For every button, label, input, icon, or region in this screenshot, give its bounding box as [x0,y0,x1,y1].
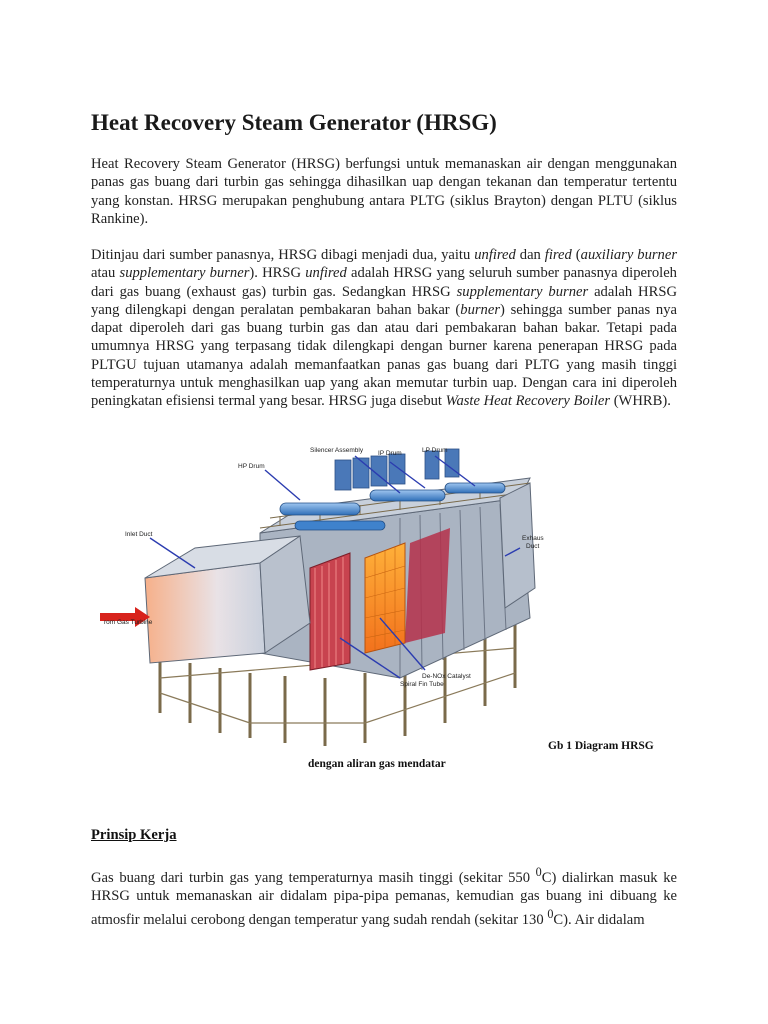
term-whrb: Waste Heat Recovery Boiler [445,393,611,410]
page-title: Heat Recovery Steam Generator (HRSG) [91,110,497,135]
section-title-prinsip-kerja: Prinsip Kerja [91,827,177,843]
label-exhaust-duct-line2: Duct [526,543,540,550]
paragraph-types [91,246,677,411]
label-from-gas-turbine: rom Gas Turbine [104,619,153,626]
figure-caption-line1: Gb 1 Diagram HRSG [548,740,654,752]
text-run: ). HRSG [249,265,306,282]
term-auxiliary-burner: auxiliary burner [580,247,677,263]
degree-superscript: 0 [547,907,554,922]
paragraph-intro: Heat Recovery Steam Generator (HRSG) berfungsi untuk memanaskan air dengan menggunakan panas gas buang dari turbin gas sehingga dihasilkan uap dengan tekanan dan temperatur tertentu yang konstan. HRSG merupakan penghubung antara PLTG (siklus Brayton) dengan PLTU (siklus Rankine). [91,156,677,227]
degree-superscript: 0 [535,865,542,879]
text-run: ( [571,247,581,263]
term-unfired: unfired [474,247,516,263]
paragraph-principle [91,863,677,930]
text-run: C). Air didalam [553,912,645,929]
label-ip-drum: IP Drum [378,450,402,457]
label-silencer-assembly: Silencer Assembly [310,447,364,454]
label-exhaust-duct-line1: Exhaus [522,535,544,542]
text-run: C) dialirkan masuk ke HRSG untuk memanaskan air didalam pipa-pipa pemanas, kemudian gas buang ini dibuang ke atmosfir melalui cerobong dengan temperatur yang sudah rendah (sekitar 130 [91,869,677,929]
label-hp-drum: HP Drum [238,463,265,470]
label-spiral-fin-tube: Spiral Fin Tube [400,681,444,688]
figure-caption-line2: dengan aliran gas mendatar [308,758,446,770]
text-run: ) sehingga sumber panas nya dapat diperoleh dari gas buang turbin gas dan atau dari pembakaran bahan bakar. Tetapi pada umumnya HRSG yang terpasang tidak dilengkapi dengan burner karena penerapan HRSG pada PLTGU tujuan utamanya adalah memanfaatkan panas gas buang dari PLTG yang masih tinggi temperaturnya untuk menghasilkan uap yang akan memutar turbin uap. Dengan cara ini diperoleh peningkatan efisiensi termal yang besar. HRSG juga disebut [91,301,677,410]
term-supplementary-burner: supplementary burner [119,265,250,282]
text-run: atau [91,265,120,282]
label-denox-catalyst: De-NOx Catalyst [422,673,471,680]
text-run: adalah HRSG yang seluruh sumber panasnya diperoleh dari gas buang (exhaust gas) turbin gas. Sedangkan HRSG [91,265,677,300]
label-inlet-duct: Inlet Duct [125,531,153,538]
text-run: adalah HRSG yang dilengkapi dengan peralatan pembakaran bahan bakar ( [91,283,677,318]
term-supplementary-burner: supplementary burner [456,283,589,300]
hrsg-diagram-figure [100,438,550,758]
text-run: Ditinjau dari sumber panasnya, HRSG dibagi menjadi dua, yaitu [91,247,475,263]
text-run: dan [515,247,545,263]
term-fired: fired [544,247,572,263]
term-burner: burner [460,301,500,318]
hrsg-diagram [100,438,550,758]
label-lp-drum: LP Drum [422,447,448,454]
text-run: (WHRB). [610,393,671,410]
text-run: Gas buang dari turbin gas yang temperaturnya masih tinggi (sekitar 550 [91,869,536,886]
term-unfired: unfired [305,265,347,282]
